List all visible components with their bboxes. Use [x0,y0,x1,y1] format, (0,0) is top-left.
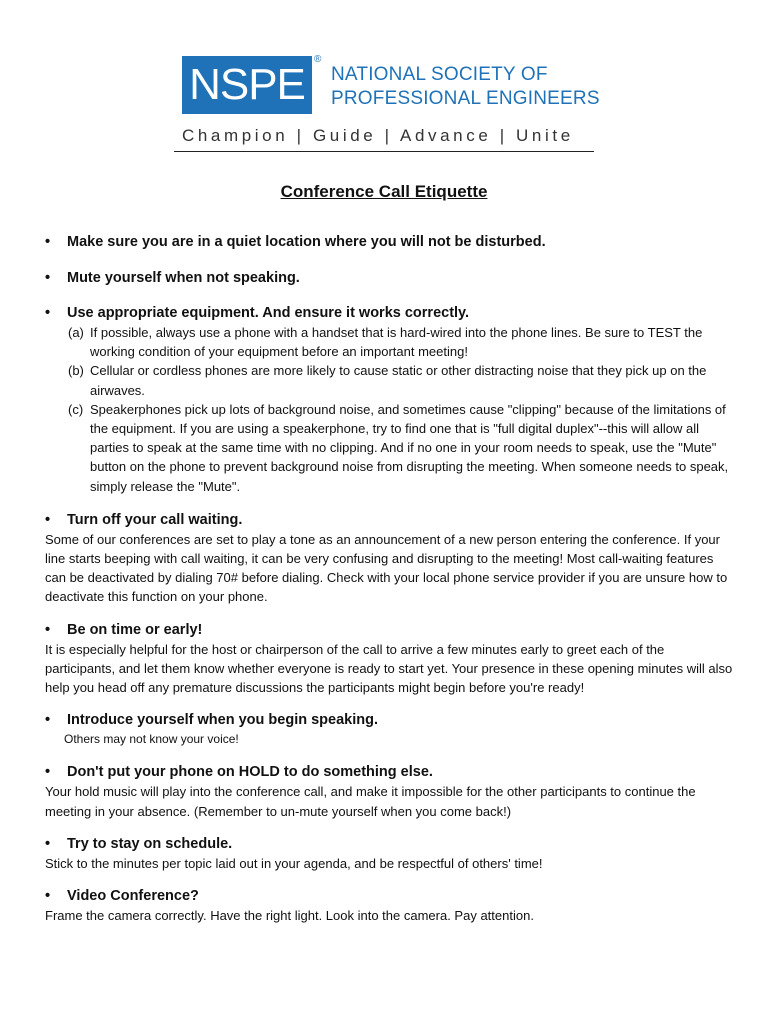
bullet-mute [45,268,735,288]
bullet-video [45,886,735,906]
equipment-item-a [68,323,735,361]
equipment-item-c [68,400,735,496]
bullet-call-waiting [45,510,735,530]
item-text: If possible, always use a phone with a handset that is hard-wired into the phone lines. Be sure to TEST the working condition of your equipment before an important meeting! [90,325,703,360]
bullet-text: Introduce yourself when you begin speaking. [67,712,378,729]
equipment-item-b [68,361,735,399]
bullet-text: Try to stay on schedule. [67,835,233,852]
organization-name-line1: NATIONAL SOCIETY OF [331,64,548,85]
bullet-equipment [45,303,735,323]
video-paragraph: Frame the camera correctly. Have the right light. Look into the camera. Pay attention. [45,908,534,924]
bullet-schedule [45,834,735,854]
organization-name-line2: PROFESSIONAL ENGINEERS [331,88,600,109]
schedule-paragraph: Stick to the minutes per topic laid out in your agenda, and be respectful of others' time! [45,855,543,871]
tagline: Champion | Guide | Advance | Unite [182,126,574,145]
bullet-text: Don't put your phone on HOLD to do something else. [67,764,433,781]
bullet-dot: • [45,835,51,852]
hold-paragraph: Your hold music will play into the conference call, and make it impossible for the other participants to continue the meeting in your absence. (Remember to un-mute yourself when you come back!) [45,784,696,819]
bullet-text: Use appropriate equipment. And ensure it works correctly. [67,305,470,321]
bullet-dot: • [45,511,51,528]
bullet-dot: • [45,764,51,781]
bullet-dot: • [45,712,51,729]
bullet-introduce [45,710,735,730]
bullet-text: Make sure you are in a quiet location where you will not be disturbed. [67,234,546,250]
bullet-text: Mute yourself when not speaking. [67,270,300,286]
letterhead [0,0,768,160]
item-text: Cellular or cordless phones are more likely to cause static or other distracting noise that they pick up on the airwaves. [90,363,707,398]
nspe-logo: NSPE [182,56,312,114]
bullet-text: Be on time or early! [67,621,203,638]
header-divider [174,151,594,152]
bullet-dot: • [45,270,51,286]
registered-mark: ® [314,54,322,65]
organization-name [331,63,600,111]
on-time-paragraph: It is especially helpful for the host or chairperson of the call to arrive a few minutes early to greet each of the participants, and let them know whether everyone is ready to start yet. Your presence in these opening minutes will also help you head off any premature discussions the participants might begin before you're ready! [45,641,733,696]
bullet-on-time [45,620,735,640]
introduce-note: Others may not know your voice! [64,732,239,747]
bullet-hold [45,762,735,782]
bullet-dot: • [45,621,51,638]
bullet-dot: • [45,305,51,321]
bullet-quiet-location [45,232,735,252]
call-waiting-paragraph: Some of our conferences are set to play a tone as an announcement of a new person entering the conference. If your line starts beeping with call waiting, it can be very confusing and disrupting to the meeting! Most call-waiting features can be deactivated by dialing 70# before dialing. Check with your local phone service provider if you are unsure how to deactivate this function on your phone. [45,531,728,605]
item-label: (b) [68,363,84,379]
item-label: (c) [68,401,84,417]
bullet-dot: • [45,234,51,250]
item-label: (a) [68,325,84,340]
document-title: Conference Call Etiquette [280,182,488,201]
item-text: Speakerphones pick up lots of background noise, and sometimes cause "clipping" because of the limitations of the equipment. If you are using a speakerphone, try to find one that is "full digital duplex"--this will allow all parties to speak at the same time with no clipping. And if no one in your room needs to speak, use the "Mute" button on the phone to prevent background noise from disrupting the meeting. When someone needs to speak, simply release the "Mute". [90,401,729,494]
bullet-dot: • [45,888,51,905]
document-body [45,232,735,925]
bullet-text: Video Conference? [67,888,199,905]
bullet-text: Turn off your call waiting. [67,511,243,528]
